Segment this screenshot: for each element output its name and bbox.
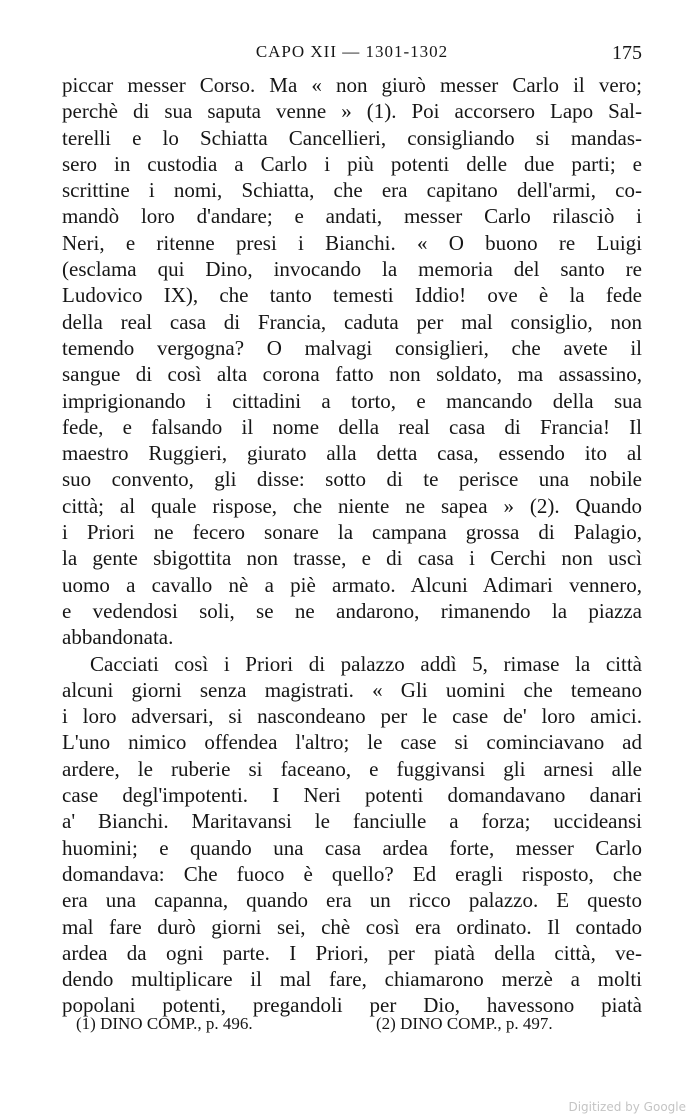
text-line: terelli e lo Schiatta Cancellieri, consigliando si mandas-	[62, 125, 642, 150]
text-line: uomo a cavallo nè a piè armato. Alcuni Adimari vennero,	[62, 572, 642, 597]
text-line: della real casa di Francia, caduta per mal consiglio, non	[62, 309, 642, 334]
text-line: Neri, e ritenne presi i Bianchi. « O buono re Luigi	[62, 230, 642, 255]
digitization-watermark: Digitized by Google	[568, 1100, 686, 1114]
text-line: mal fare durò giorni sei, chè così era ordinato. Il contado	[62, 914, 642, 939]
text-line: temendo vergogna? O malvagi consiglieri, che avete il	[62, 335, 642, 360]
running-head: CAPO XII — 1301-1302	[255, 42, 449, 61]
text-line: i Priori ne fecero sonare la campana grossa di Palagio,	[62, 520, 642, 545]
text-line: piccar messer Corso. Ma « non giurò messer Carlo il vero;	[62, 73, 642, 97]
text-line: i loro adversari, si nascondeano per le case de' loro amici.	[62, 704, 642, 729]
text-line: abbandonata.	[62, 625, 174, 650]
text-line: dendo multiplicare il mal fare, chiamarono merzè a molti	[62, 967, 642, 992]
text-line: (esclama qui Dino, invocando la memoria del santo re	[62, 257, 642, 282]
text-line: sero in custodia a Carlo i più potenti delle due parti; e	[62, 151, 642, 176]
text-line: maestro Ruggieri, giurato alla detta casa, essendo ito al	[62, 441, 642, 466]
text-line: popolani potenti, pregandoli per Dio, havessono piatà	[62, 993, 642, 1018]
text-line: era una capanna, quando era un ricco palazzo. E questo	[62, 888, 642, 913]
text-line: la gente sbigottita non trasse, e di casa i Cerchi non uscì	[62, 546, 642, 571]
page-number: 175	[612, 42, 642, 64]
text-line: domandava: Che fuoco è quello? Ed eragli risposto, che	[62, 861, 642, 886]
text-line: huomini; e quando una casa ardea forte, messer Carlo	[62, 835, 642, 860]
text-line: L'uno nimico offendea l'altro; le case si cominciavano ad	[62, 730, 642, 755]
paragraph	[62, 651, 642, 1019]
paragraph	[62, 72, 642, 651]
text-line: suo convento, gli disse: sotto di te perisce una nobile	[62, 467, 642, 492]
text-line: fede, e falsando il nome della real casa di Francia! Il	[62, 414, 642, 439]
text-line: e vedendosi soli, se ne andarono, rimanendo la piazza	[62, 598, 642, 623]
text-line: mandò loro d'andare; e andati, messer Carlo rilasciò i	[62, 204, 642, 229]
footnotes	[76, 1014, 636, 1040]
text-line: case degl'impotenti. I Neri potenti domandavano danari	[62, 783, 642, 808]
text-line: perchè di sua saputa venne » (1). Poi accorsero Lapo Sal-	[62, 99, 642, 124]
text-line: città; al quale rispose, che niente ne sapea » (2). Quando	[62, 493, 642, 518]
text-line: Cacciati così i Priori di palazzo addì 5, rimase la città	[90, 651, 642, 676]
text-line: ardere, le ruberie si faceano, e fuggivansi gli arnesi alle	[62, 756, 642, 781]
text-line: sangue di così alta corona fatto non soldato, ma assassino,	[62, 362, 642, 387]
body-text	[62, 72, 642, 1019]
footnote-2: (2) DINO COMP., p. 497.	[376, 1014, 553, 1033]
text-line: ardea da ogni parte. I Priori, per piatà della città, ve-	[62, 940, 642, 965]
text-line: scrittine i nomi, Schiatta, che era capitano dell'armi, co-	[62, 178, 642, 203]
text-line: alcuni giorni senza magistrati. « Gli uomini che temeano	[62, 677, 642, 702]
footnote-1: (1) DINO COMP., p. 496.	[76, 1014, 253, 1033]
page-header	[62, 40, 642, 70]
text-line: Ludovico IX), che tanto temesti Iddio! ove è la fede	[62, 283, 642, 308]
text-line: a' Bianchi. Maritavansi le fanciulle a forza; uccideansi	[62, 809, 642, 834]
text-line: imprigionando i cittadini a torto, e mancando della sua	[62, 388, 642, 413]
